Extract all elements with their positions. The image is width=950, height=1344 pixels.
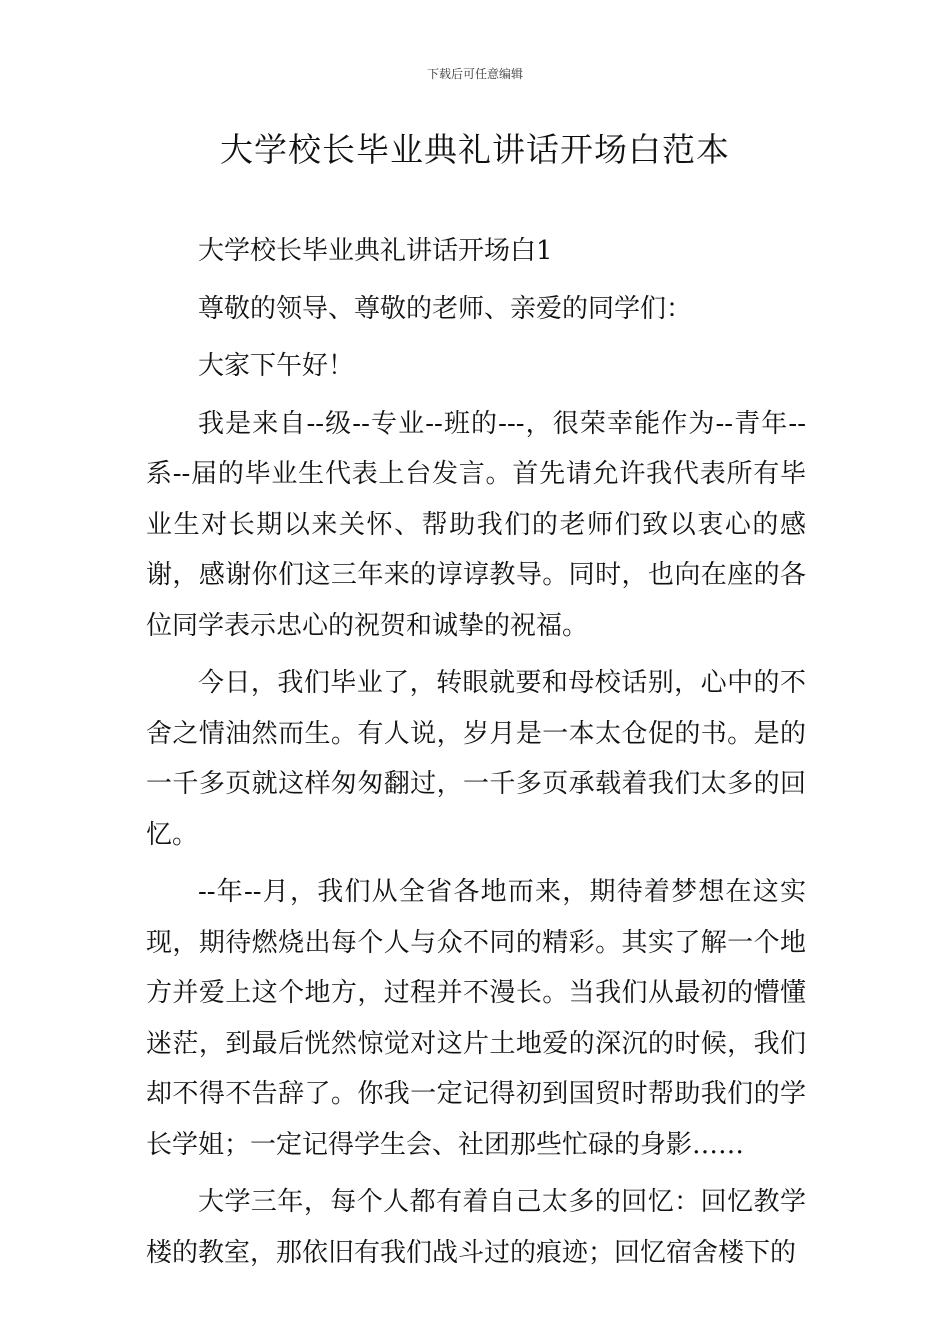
paragraph-salutation: 尊敬的领导、尊敬的老师、亲爱的同学们： xyxy=(198,293,693,324)
paragraph-memories-campus: 大学三年，每个人都有着自己太多的回忆：回忆教学楼的教室，那依旧有我们战斗过的痕迹；回忆宿舍楼下的 xyxy=(146,1187,806,1268)
document-title: 大学校长毕业典礼讲话开场白范本 xyxy=(220,130,730,169)
paragraph-introduction: 我是来自--级--专业--班的---，很荣幸能作为--青年--系--届的毕业生代表上台发言。首先请允许我代表所有毕业生对长期以来关怀、帮助我们的老师们致以衷心的感谢，感谢你们这三年来的谆谆教导。同时，也向在座的各位同学表示忠心的祝贺和诚挚的祝福。 xyxy=(146,408,806,641)
paragraph-memories-arrival: --年--月，我们从全省各地而来，期待着梦想在这实现，期待燃烧出每个人与众不同的精彩。其实了解一个地方并爱上这个地方，过程并不漫长。当我们从最初的懵懂迷茫，到最后恍然惊觉对这片土地爱的深沉的时候，我们却不得不告辞了。你我一定记得初到国贸时帮助我们的学长学姐；一定记得学生会、社团那些忙碌的身影…… xyxy=(146,877,806,1160)
header-note: 下载后可任意编辑 xyxy=(426,67,523,81)
paragraph-farewell: 今日，我们毕业了，转眼就要和母校话别，心中的不舍之情油然而生。有人说，岁月是一本太仓促的书。是的一千多页就这样匆匆翻过，一千多页承载着我们太多的回忆。 xyxy=(146,668,806,850)
paragraph-heading: 大学校长毕业典礼讲话开场白1 xyxy=(198,236,553,266)
paragraph-greeting: 大家下午好！ xyxy=(198,351,355,381)
document-body xyxy=(146,226,806,1278)
